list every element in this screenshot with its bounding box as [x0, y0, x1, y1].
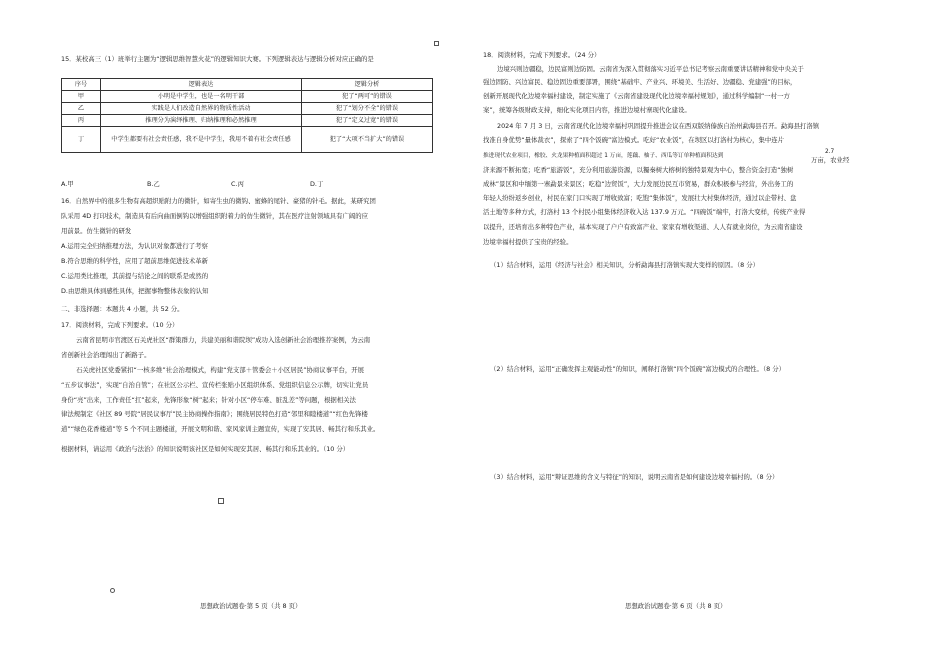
q15-option-c: C.丙: [231, 180, 244, 188]
q17-ask: 根据材料，请运用《政治与法治》的知识说明该社区是如何实现安其居、畅其行和乐其业的。（10 分）: [61, 445, 350, 453]
table-cell: 推理分为演绎推理、归纳推理和必然推理: [101, 115, 302, 127]
q17-para-line: 云南省昆明市官渡区石关虎社区“群策群力，共建美丽和谐院坝”成功入选创新社会治理推荐案例，为云南: [76, 336, 371, 344]
table-cell: 乙: [62, 103, 101, 115]
q17-para-line: “五步议事法”，实现“自治自管”；在社区公示栏、宣传栏张贴小区组织体系、党组织信息公示牌，切实让党员: [61, 381, 369, 389]
q17-para-line: 律法规制定《社区 89 号院“居民议事厅”民主协商操作指南》；围绕居民特色打造“邻里和睦楼道”“红色先锋楼: [61, 410, 368, 418]
q18-para-line: 强边固防、兴边富民、稳边固边重要部署，围绕“基础牢、产业兴、环境美、生活好、边疆稳、党建强”的目标，: [483, 78, 797, 86]
table-header: 逻辑表达: [101, 79, 302, 91]
q18-para-line: 创新开展现代化边境幸福村建设，制定实施了《云南省建设现代化边境幸福村规划》，通过科学编制“一村一方: [483, 92, 790, 100]
q18-para-line: 边境幸福村提供了宝贵的经验。: [483, 238, 573, 246]
q18-para-line: 推进现代农业项目，橡胶、火龙果种植面积超过 1 万亩，莲藕、柚子、西瓜等订单种植面积达到: [483, 153, 724, 159]
crop-mark: [218, 498, 224, 504]
table-cell: 犯了“两可”的错误: [302, 91, 433, 103]
q15-logic-table: [61, 78, 433, 153]
table-header: 序号: [62, 79, 101, 91]
table-cell: 丙: [62, 115, 101, 127]
q17-para-line: 道”“绿色花香楼道”等 5 个不同主题楼道，开展文明和谐、家风家训主题宣传，实现了安其居、畅其行和乐其业。: [61, 425, 380, 433]
q17-para-line: 石关虎社区党委紧扣“一核多维”社会治理模式，构建“党支部＋管委会＋小区居民”协商议事平台，开展: [76, 366, 365, 374]
q16-option-a: A.运用完全归纳推理方法，为认识对象都进行了考察: [61, 242, 208, 250]
overlay-number: 2.7: [825, 149, 835, 155]
right-page: [475, 0, 950, 654]
q18-para-line: 活土地等多种方式，打洛村 13 个村民小组集体经济收入达 137.9 万元。“四碗饭”端牢，打洛大变样，传统产业得: [483, 208, 806, 216]
table-row: [62, 115, 433, 127]
q17-para-line: 省创新社会治理闯出了新路子。: [61, 351, 151, 359]
q15-option-d: D.丁: [310, 180, 324, 188]
q16-option-b: B.符合思维的科学性，应用了超前思维促进技术革新: [61, 257, 209, 265]
q15-stem: 15．某校高三（1）班举行主题为“逻辑思维智慧火花”的逻辑知识大赛。下列逻辑表达与逻辑分析对应正确的是: [61, 55, 374, 63]
table-cell: 犯了“大项不当扩大”的错误: [302, 127, 433, 153]
q18-para-line: 成林”景区和中缅第一寨勐景来景区；吃稳“边贸饭”，大力发展边民互市贸易，群众积极参与经营，外出务工的: [483, 180, 794, 188]
q18-para-line: 案”，统筹各级财政支持，细化实化项目内容，推进边境村寨现代化建设。: [483, 106, 691, 114]
q18-para-line: 找准自身优势“量体裁衣”，探索了“四个饭碗”富边模式。吃好“农业饭”，在坝区以打洛村为核心，集中连片: [483, 136, 785, 144]
q16-option-d: D.由思维具体到感性具体，把握事物整体表象的认知: [61, 287, 209, 295]
q16-option-c: C.运用类比推理，其前提与结论之间的联系是或然的: [61, 272, 209, 280]
q18-sub-question-2: （2）结合材料，运用“正确发挥主观能动性”的知识，阐释打洛镇“四个饭碗”富边模式的合理性。（8 分）: [490, 365, 786, 373]
table-row: [62, 103, 433, 115]
table-cell: 中学生都要有社会责任感，我不是中学生，我用不着有社会责任感: [101, 127, 302, 153]
section-heading: 二、非选择题：本题共 4 小题，共 52 分。: [61, 305, 184, 313]
page-footer: 思想政治试题卷·第 6 页（共 8 页）: [625, 602, 727, 610]
q15-option-b: B.乙: [147, 180, 160, 188]
q18-para-line: 济来源不断拓宽；吃香“旅游饭”，充分利用旅游资源，以獨秦树大榕树的独特景观为中心，整合资金打造“独树: [483, 166, 794, 174]
table-cell: 实践是人们改造自然界的物质性活动: [101, 103, 302, 115]
q15-option-a: A.甲: [61, 180, 74, 188]
page-footer: 思想政治试题卷·第 5 页（共 8 页）: [200, 602, 302, 610]
q17-para-line: 身份“亮”出来，工作责任“扛”起来，先锋形象“树”起来；针对小区“停车难、脏乱差”等问题，根据相关法: [61, 396, 356, 404]
corner-mark: [110, 588, 115, 593]
q18-para-line: 年轻人纷纷返乡创业，村民在家门口实现了增收致富；吃饱“集体饭”，发展壮大村集体经济，通过以企带村、盘: [483, 194, 797, 202]
q18-para-line: 边境兴则边疆稳，边民富则边防固。云南省为深入贯彻落实习近平总书记考察云南重要讲话精神和党中央关于: [497, 65, 804, 73]
q18-para-line: 以提升，还培育出多种特色产业，基本实现了户户有致富产业、家家有增收渠道、人人有就业岗位，为云南省建设: [483, 223, 803, 231]
q16-stem-line: 队采用 4D 打印技术，制造具有后向曲面倒钩以增强组织附着力的仿生微针，其在医疗注射领域具有广阔的应: [61, 212, 369, 220]
table-cell: 丁: [62, 127, 101, 153]
table-header-row: [62, 79, 433, 91]
table-cell: 小明是中学生，也是一名明干部: [101, 91, 302, 103]
q17-stem: 17．阅读材料，完成下列要求。（10 分）: [61, 321, 179, 329]
q18-stem: 18．阅读材料，完成下列要求。（24 分）: [483, 51, 601, 59]
q18-para-line: 2024 年 7 月 3 日，云南省现代化边境幸福村巩固提升推进会议在西双版纳傣族自治州勐海县召开。勐海县打洛镇: [497, 122, 820, 130]
q16-stem-line: 用前景。仿生微针的研发: [61, 227, 132, 235]
table-cell: 甲: [62, 91, 101, 103]
overlay-text: 万亩，农业经: [811, 156, 850, 164]
q18-sub-question-3: （3）结合材料，运用“辩证思维的含义与特征”的知识，说明云南省是如何建设边境幸福村的。（8 分）: [490, 473, 779, 481]
corner-mark: [434, 41, 439, 46]
table-cell: 犯了“划分不全”的错误: [302, 103, 433, 115]
q18-sub-question-1: （1）结合材料，运用《经济与社会》相关知识，分析勐海县打洛镇实现大变样的原因。（8 分）: [490, 261, 759, 269]
table-header: 逻辑分析: [302, 79, 433, 91]
table-row: [62, 127, 433, 153]
table-cell: 犯了“定义过宽”的错误: [302, 115, 433, 127]
table-row: [62, 91, 433, 103]
q16-stem-line: 16．自然界中的很多生物有高超织贴附力的微针，如寄生虫的微钩、蜜蜂的尾针、豪猪的针毛。据此，某研究团: [61, 197, 376, 205]
